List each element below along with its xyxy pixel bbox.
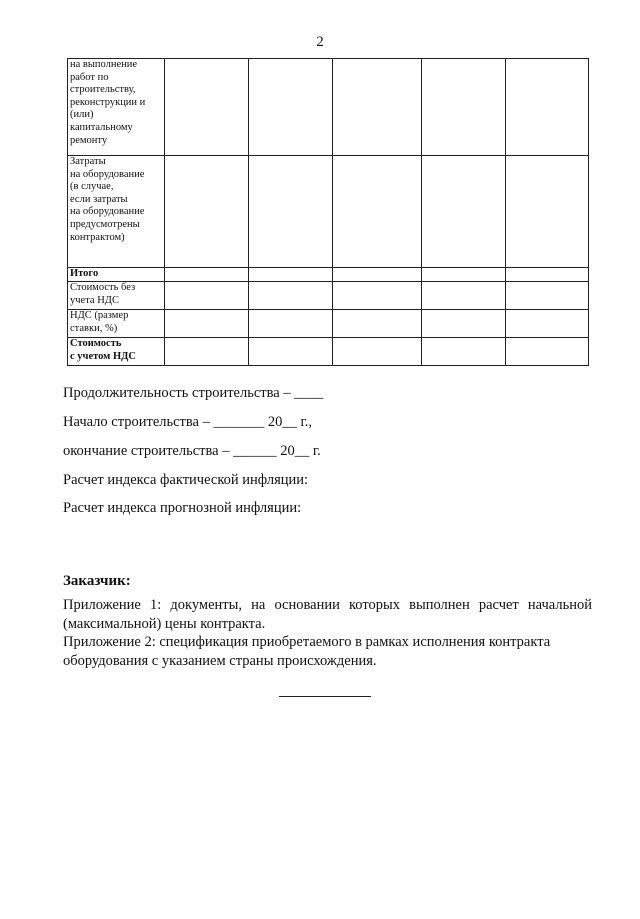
- row-label: Стоимость без учета НДС: [68, 282, 165, 310]
- row-label: Стоимость с учетом НДС: [68, 338, 165, 366]
- table-row: [68, 310, 589, 338]
- annex-1: Приложение 1: документы, на основании которых выполнен расчет начальной (максимальной) цены контракта.: [63, 597, 592, 632]
- start-line: Начало строительства – _______ 20__ г.,: [63, 414, 313, 430]
- table-cell: [422, 338, 506, 366]
- table-cell: [422, 59, 506, 156]
- cost-table: [67, 58, 589, 366]
- table-cell: [249, 156, 333, 268]
- table-cell: [506, 156, 589, 268]
- table-cell: [249, 59, 333, 156]
- table-cell: [249, 268, 333, 282]
- page-number: 2: [316, 34, 324, 50]
- table-cell: [333, 310, 422, 338]
- table-cell: [165, 268, 249, 282]
- customer-heading: Заказчик:: [63, 573, 131, 589]
- table-row: [68, 338, 589, 366]
- table-cell: [333, 59, 422, 156]
- end-line: окончание строительства – ______ 20__ г.: [63, 443, 321, 459]
- table-cell: [422, 282, 506, 310]
- annex-2-line-2: оборудования с указанием страны происхождения.: [63, 653, 377, 669]
- row-label: НДС (размер ставки, %): [68, 310, 165, 338]
- signature-line: [279, 696, 371, 697]
- table-cell: [333, 338, 422, 366]
- row-label: Итого: [68, 268, 165, 282]
- table-row: [68, 156, 589, 268]
- table-cell: [422, 268, 506, 282]
- table-cell: [165, 156, 249, 268]
- table-cell: [422, 310, 506, 338]
- table-cell: [249, 310, 333, 338]
- table-cell: [333, 156, 422, 268]
- table-row: [68, 282, 589, 310]
- table-cell: [506, 310, 589, 338]
- table-cell: [506, 59, 589, 156]
- row-label: на выполнение работ по строительству, реконструкции и (или) капитальному ремонту: [68, 59, 165, 156]
- table-row: [68, 59, 589, 156]
- row-label: Затраты на оборудование (в случае, если затраты на оборудование предусмотрены контрактом): [68, 156, 165, 268]
- table-cell: [249, 338, 333, 366]
- table-cell: [506, 282, 589, 310]
- table-cell: [333, 282, 422, 310]
- table-cell: [165, 282, 249, 310]
- forecast-inflation-line: Расчет индекса прогнозной инфляции:: [63, 500, 302, 516]
- actual-inflation-line: Расчет индекса фактической инфляции:: [63, 472, 309, 488]
- duration-line: Продолжительность строительства – ____: [63, 385, 324, 401]
- table-cell: [249, 282, 333, 310]
- annex-2-line-1: Приложение 2: спецификация приобретаемого в рамках исполнения контракта: [63, 634, 551, 650]
- table-cell: [165, 310, 249, 338]
- table-cell: [506, 268, 589, 282]
- table-cell: [422, 156, 506, 268]
- table-cell: [165, 59, 249, 156]
- table-cell: [165, 338, 249, 366]
- table-row: [68, 268, 589, 282]
- table-cell: [333, 268, 422, 282]
- table-cell: [506, 338, 589, 366]
